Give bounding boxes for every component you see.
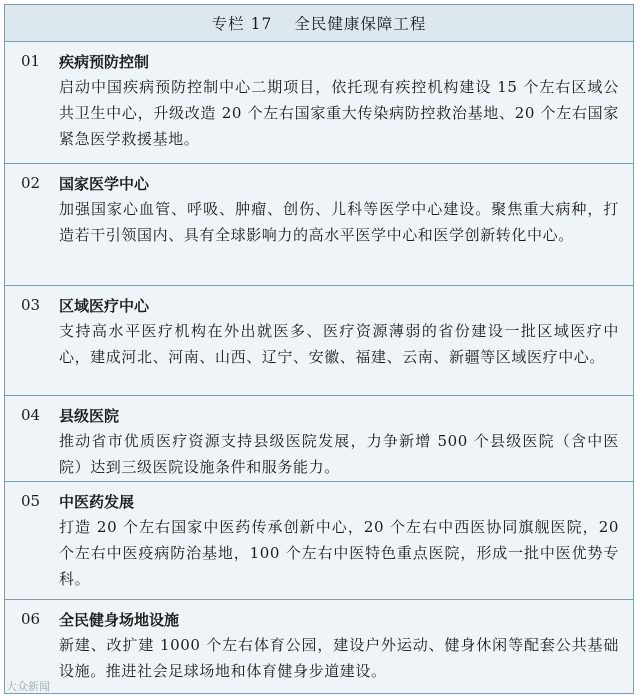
section-title: 全民健身场地设施 [59, 610, 180, 629]
section-body: 支持高水平医疗机构在外出就医多、医疗资源薄弱的省份建设一批区域医疗中心，建成河北、河南、山西、辽宁、安徽、福建、云南、新疆等区域医疗中心。 [59, 322, 619, 366]
column-label: 专栏 17 [211, 15, 273, 33]
box-title: 全民健康保障工程 [294, 15, 427, 33]
section-number: 06 [21, 610, 41, 628]
section-county-hospital [5, 396, 633, 482]
section-title: 国家医学中心 [59, 174, 150, 193]
watermark-logo: 大众新闻 [6, 680, 50, 693]
section-body: 新建、改扩建 1000 个左右体育公园，建设户外运动、健身休闲等配套公共基础设施。推进社会足球场地和体育健身步道建设。 [59, 636, 619, 680]
box-header [5, 5, 633, 42]
section-regional-medical-center [5, 286, 633, 396]
section-title: 中医药发展 [59, 492, 135, 511]
section-body: 加强国家心血管、呼吸、肿瘤、创伤、儿科等医学中心建设。聚焦重大病种，打造若干引领国内、具有全球影响力的高水平医学中心和医学创新转化中心。 [59, 200, 619, 244]
section-fitness-facilities [5, 600, 633, 694]
section-number: 03 [21, 296, 41, 314]
section-tcm-development [5, 482, 633, 600]
section-number: 01 [21, 52, 41, 70]
feature-box [4, 4, 634, 694]
section-body: 推动省市优质医疗资源支持县级医院发展，力争新增 500 个县级医院（含中医院）达到三级医院设施条件和服务能力。 [59, 432, 619, 476]
section-number: 05 [21, 492, 41, 510]
section-title: 疾病预防控制 [59, 52, 150, 71]
section-national-medical-center [5, 164, 633, 286]
section-body: 打造 20 个左右国家中医药传承创新中心，20 个左右中西医协同旗舰医院，20 个左右中医疫病防治基地，100 个左右中医特色重点医院，形成一批中医优势专科。 [59, 518, 619, 588]
section-number: 04 [21, 406, 41, 424]
section-title: 县级医院 [59, 406, 120, 425]
section-disease-control [5, 42, 633, 164]
section-title: 区域医疗中心 [59, 296, 150, 315]
section-number: 02 [21, 174, 41, 192]
section-body: 启动中国疾病预防控制中心二期项目，依托现有疾控机构建设 15 个左右区域公共卫生中心，升级改造 20 个左右国家重大传染病防控救治基地、20 个左右国家紧急医学救援基地。 [59, 78, 619, 148]
